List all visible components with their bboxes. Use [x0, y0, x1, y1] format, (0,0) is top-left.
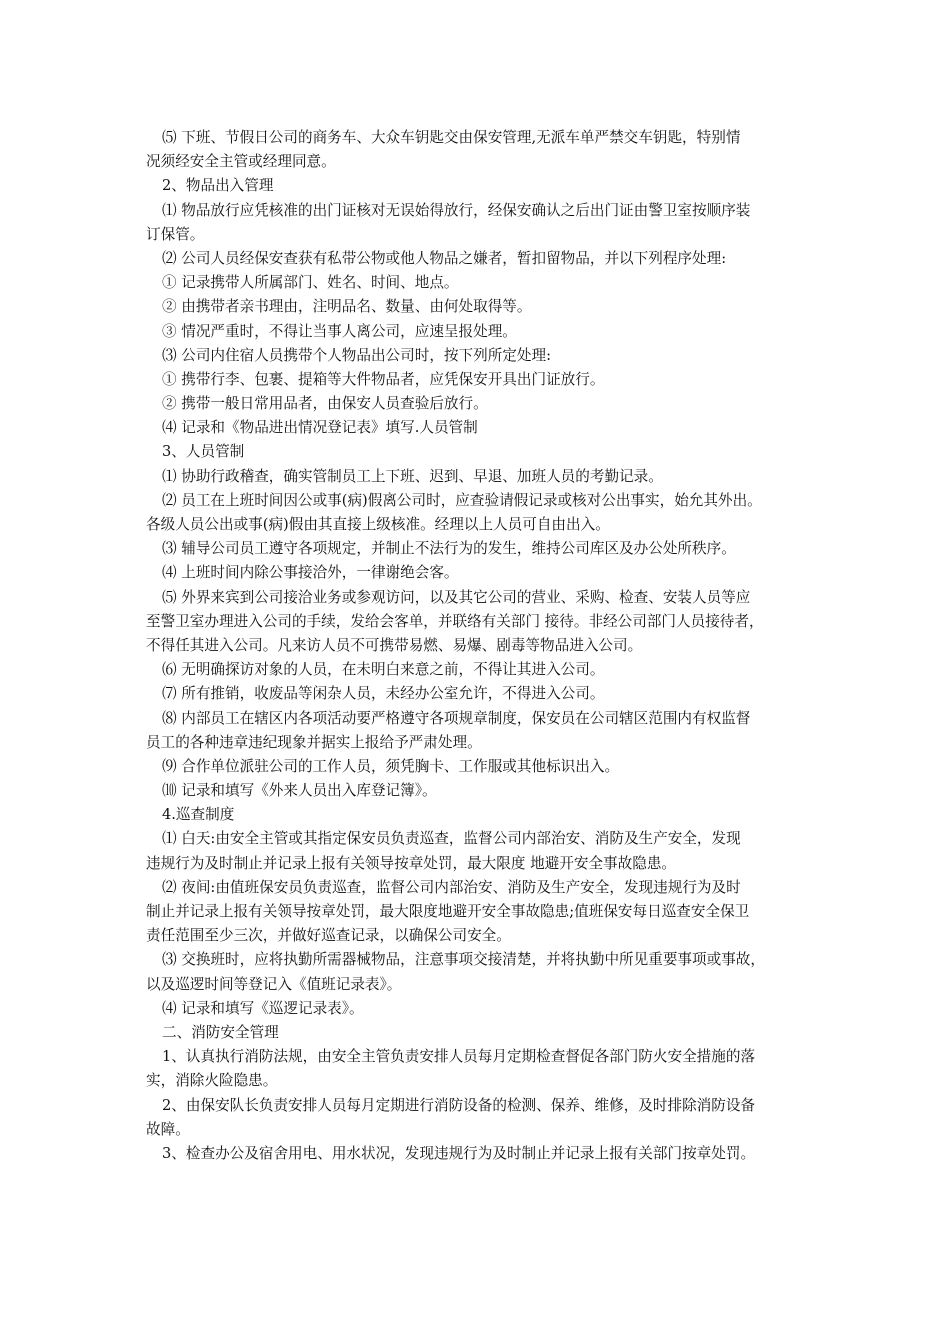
text-line: ⑴ 物品放行应凭核准的出门证核对无误始得放行，经保安确认之后出门证由警卫室按顺序装 — [162, 201, 751, 219]
text-line: 不得任其进入公司。凡来访人员不可携带易燃、易爆、剧毒等物品进入公司。 — [146, 636, 643, 654]
text-line: 实，消除火险隐患。 — [146, 1072, 278, 1090]
text-line: ⑻ 内部员工在辖区内各项活动要严格遵守各项规章制度，保安员在公司辖区范围内有权监督 — [162, 709, 751, 727]
text-line: ⑶ 交换班时，应将执勤所需器械物品，注意事项交接清楚，并将执勤中所见重要事项或事故， — [162, 951, 765, 969]
section-heading: 2、物品出入管理 — [162, 177, 274, 195]
text-line: 以及巡逻时间等登记入《值班记录表》。 — [146, 975, 402, 993]
text-line: ⑼ 合作单位派驻公司的工作人员，须凭胸卡、工作服或其他标识出入。 — [162, 757, 620, 775]
text-line: ⑷ 上班时间内除公事接洽外，一律谢绝会客。 — [162, 564, 459, 582]
text-line: 各级人员公出或事(病)假由其直接上级核准。经理以上人员可自由出入。 — [146, 516, 610, 533]
text-line: 违规行为及时制止并记录上报有关领导按章处罚，最大限度 地避开安全事故隐患。 — [146, 854, 677, 872]
text-line: 订保管。 — [146, 225, 205, 243]
text-line: ③ 情况严重时，不得让当事人离公司，应速呈报处理。 — [162, 322, 517, 340]
text-line: ② 携带一般日常用品者，由保安人员查验后放行。 — [162, 395, 488, 413]
text-line: 员工的各种违章违纪现象并据实上报给予严肃处理。 — [146, 733, 482, 751]
text-line: 制止并记录上报有关领导按章处罚，最大限度地避开安全事故隐患;值班保安每日巡查安全保卫 — [146, 903, 750, 920]
section-heading: 4.巡查制度 — [162, 806, 235, 824]
text-line: ⑵ 员工在上班时间因公或事(病)假离公司时，应查验请假记录或核对公出事实，始允其外出。 — [162, 491, 762, 509]
text-line: ⑸ 下班、节假日公司的商务车、大众车钥匙交由保安管理,无派车单严禁交车钥匙，特别情 — [162, 129, 741, 146]
text-line: ⑷ 记录和填写《巡逻记录表》。 — [162, 999, 364, 1017]
text-line: 2、由保安队长负责安排人员每月定期进行消防设备的检测、保养、维修，及时排除消防设备 — [162, 1096, 756, 1114]
text-line: 故障。 — [146, 1120, 190, 1138]
text-line: 至警卫室办理进入公司的手续，发给会客单，并联络有关部门 接待。非经公司部门人员接待者， — [146, 612, 764, 630]
text-line: 3、检查办公及宿舍用电、用水状况，发现违规行为及时制止并记录上报有关部门按章处罚。 — [162, 1144, 756, 1162]
text-line: ① 记录携带人所属部门、姓名、时间、地点。 — [162, 274, 459, 292]
section-heading: 3、人员管制 — [162, 443, 245, 461]
text-line: ⑹ 无明确探访对象的人员，在未明白来意之前，不得让其进入公司。 — [162, 661, 605, 679]
text-line: ⑵ 公司人员经保安查获有私带公物或他人物品之嫌者，暂扣留物品，并以下列程序处理: — [162, 249, 727, 267]
text-line: ⑴ 协助行政稽查，确实管制员工上下班、迟到、早退、加班人员的考勤记录。 — [162, 467, 663, 485]
text-line: ⑶ 公司内住宿人员携带个人物品出公司时，按下列所定处理: — [162, 346, 551, 364]
text-line: 况须经安全主管或经理同意。 — [146, 153, 336, 171]
text-line: ② 由携带者亲书理由，注明品名、数量、由何处取得等。 — [162, 298, 532, 316]
document-body — [146, 126, 822, 1166]
text-line: ⑺ 所有推销，收废品等闲杂人员，未经办公室允许，不得进入公司。 — [162, 685, 605, 703]
text-line: ① 携带行李、包裹、提箱等大件物品者，应凭保安开具出门证放行。 — [162, 370, 605, 388]
text-line: ⑸ 外界来宾到公司接洽业务或参观访问，以及其它公司的营业、采购、检查、安装人员等应 — [162, 588, 751, 606]
text-line: ⑷ 记录和《物品进出情况登记表》填写.人员管制 — [162, 419, 478, 437]
text-line: 责任范围至少三次，并做好巡查记录，以确保公司安全。 — [146, 927, 511, 945]
text-line: ⑵ 夜间:由值班保安员负责巡查，监督公司内部治安、消防及生产安全，发现违规行为及时 — [162, 878, 741, 896]
text-line: ⑽ 记录和填写《外来人员出入库登记簿》。 — [162, 782, 437, 800]
section-heading: 二、消防安全管理 — [162, 1023, 279, 1041]
text-line: ⑶ 辅导公司员工遵守各项规定，并制止不法行为的发生，维持公司库区及办公处所秩序。 — [162, 540, 736, 558]
text-line: ⑴ 白天:由安全主管或其指定保安员负责巡查，监督公司内部治安、消防及生产安全，发现 — [162, 830, 741, 848]
text-line: 1、认真执行消防法规，由安全主管负责安排人员每月定期检查督促各部门防火安全措施的落 — [162, 1048, 756, 1066]
